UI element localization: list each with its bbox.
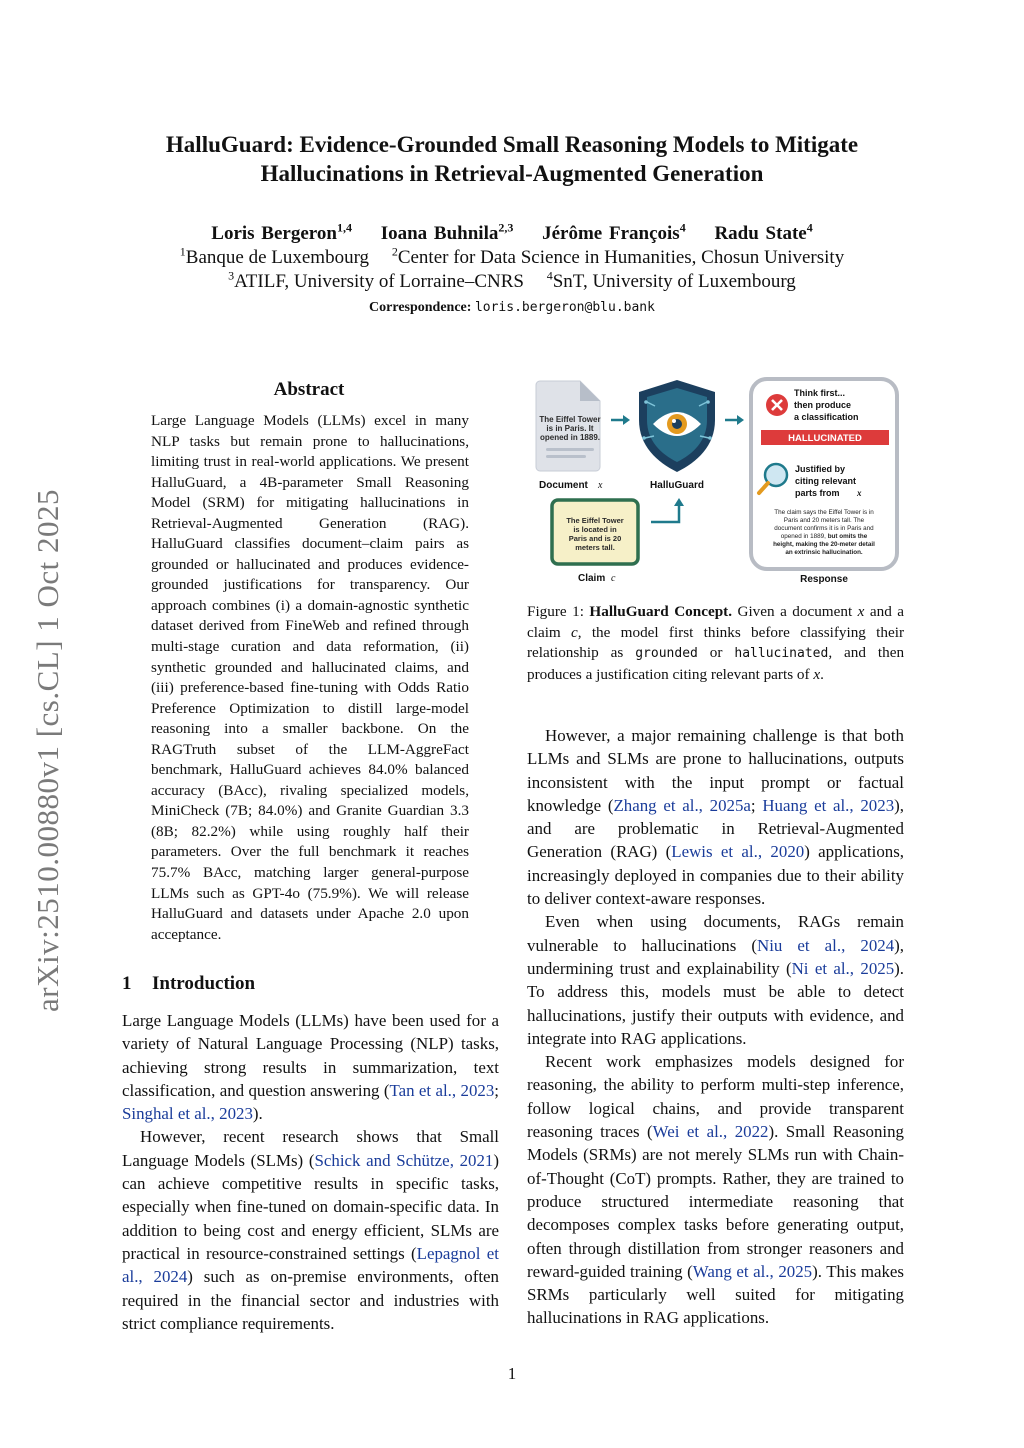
page-number: 1 [507, 1364, 517, 1383]
abstract-text: Large Language Models (LLMs) excel in many NLP tasks but remain prone to hallucinations, limiting trust in real-world applications. We present HalluGuard, a 4B-parameter Small Reasoning Model (SRM) for mitigating hallucinations in Retrieval-Augmented Generation (RAG). HalluGuard classifies document–claim pairs as grounded or hallucinated and produces evidence-grounded justifications for transparency. Our approach combines (i) a domain-agnostic synthetic dataset derived from FineWeb and refined through multi-stage curation and data reformation, (ii) synthetic grounded and hallucinated claims, and (iii) preference-based fine-tuning with Odds Ratio Preference Optimization to distill large-model reasoning into a smaller backbone. On the RAGTruth subset of the LLM-AggreFact benchmark, HalluGuard achieves 84.0% balanced accuracy (BAcc), rivaling specialized models, MiniCheck (7B; 84.0%) and Granite Guardian 3.3 (8B; 82.2%) while using roughly half their parameters. Over the full benchmark it reaches 75.7% BAcc, matching larger general-purpose LLMs such as GPT-4o (75.9%). We will release HalluGuard and datasets under Apache 2.0 upon acceptance. [151, 412, 469, 943]
arrowhead-icon [737, 415, 744, 425]
think-text-3: a classification [794, 412, 859, 422]
document-icon [536, 381, 601, 471]
citation-link[interactable]: Wei et al., 2022 [652, 1122, 769, 1142]
paragraph: However, recent research shows that Small Language Models (SLMs) (Schick and Schütze, 2021) can achieve competitive results in specific tasks, especially when fine-tuned on domain-specific data. In addition to being cost and energy efficient, SLMs are practical in resource-constrained settings (Lepagnol et al., 2024) such as on-premise environments, often required in the financial sector and industries with strict compliance requirements. [122, 1127, 500, 1333]
author: Jérôme François$^4$ [542, 220, 686, 244]
citation-link[interactable]: Lepagnol et al., 2024 [122, 1243, 499, 1287]
justify-text-2: citing relevant [795, 476, 857, 486]
claim-text-4: meters tall. [575, 543, 615, 552]
affiliations-line-1 [0, 246, 1024, 270]
affiliation: $^2$Center for Data Science in Humanities, Chosun University [391, 244, 845, 268]
response-line-2: Paris and 20 meters tall. The [783, 517, 865, 524]
right-column-text [527, 724, 904, 1330]
doc-text-3: opened in 1889. [539, 433, 601, 442]
claim-text-2: is located in [573, 525, 617, 534]
doc-text-2: is in Paris. It [546, 424, 594, 433]
claim-text-3: Paris and is 20 [568, 534, 622, 543]
figure-caption: Figure 1: HalluGuard Concept. Given a document x and a claim c, the model first thinks before classifying their relationship as grounded or hallucinated, and then produces a justification citing relevant parts of x. [527, 603, 905, 683]
think-text-2: then produce [794, 400, 852, 410]
correspondence-email[interactable]: loris.bergeron@blu.bank [474, 300, 655, 315]
citation-link[interactable]: Lewis et al., 2020 [671, 842, 805, 862]
claim-box [552, 500, 638, 564]
paragraph: However, a major remaining challenge is that both LLMs and SLMs are prone to hallucinations, outputs inconsistent with the input prompt or factual knowledge (Zhang et al., 2025a; Huang et al., 2023), and are problematic in Retrieval-Augmented Generation (RAG) (Lewis et al., 2020) applications, increasingly deployed in companies due to their ability to deliver context-aware responses. [527, 726, 905, 909]
justify-var: x [857, 488, 862, 498]
figure-1 [527, 372, 904, 592]
paragraph: Large Language Models (LLMs) have been used for a variety of Natural Language Processing (NLP) tasks, achieving strong results in summarization, text classification, and question answering (Tan et al., 2023; Singhal et al., 2023). [122, 1011, 499, 1124]
think-text-1: Think first... [794, 388, 846, 398]
citation-link[interactable]: Wang et al., 2025 [692, 1261, 813, 1281]
affiliations-line-2 [0, 270, 1024, 294]
verdict-label: HALLUCINATED [788, 433, 862, 444]
paragraph: Even when using documents, RAGs remain vulnerable to hallucinations (Niu et al., 2024), undermining trust and explainability (Ni et al., 2025). To address this, models must be able to detect hallucinations, justify their outputs with evidence, and integrate into RAG applications. [527, 912, 905, 1048]
arrowhead-icon [623, 415, 630, 425]
citation-link[interactable]: Tan et al., 2023 [389, 1080, 495, 1100]
claim-text-1: The Eiffel Tower [566, 516, 624, 525]
section-heading: 1 Introduction [122, 973, 256, 994]
response-line-1: The claim says the Eiffel Tower is in [774, 509, 874, 516]
left-column-text [122, 1009, 499, 1335]
author: Radu State$^4$ [714, 220, 813, 244]
response-label: Response [800, 574, 848, 585]
doc-label: Document [539, 480, 588, 491]
response-panel [751, 379, 897, 569]
author: Loris Bergeron$^{1,4}$ [211, 220, 352, 244]
claim-var: c [611, 573, 616, 584]
justify-text-1: Justified by [795, 464, 846, 474]
response-line-6: an extrinsic hallucination. [785, 549, 863, 556]
abstract-heading: Abstract [273, 379, 345, 400]
citation-link[interactable]: Ni et al., 2025 [791, 958, 895, 978]
citation-link[interactable]: Niu et al., 2024 [757, 935, 895, 955]
paper-title [0, 130, 1024, 188]
doc-text-1: The Eiffel Tower [539, 415, 601, 424]
citation-link[interactable]: Schick and Schütze, 2021 [314, 1150, 494, 1170]
claim-label: Claim [578, 573, 606, 584]
citation-link[interactable]: Singhal et al., 2023 [122, 1104, 253, 1124]
response-line-3: document confirms it is in Paris and [774, 525, 874, 532]
shield-eye-icon [639, 380, 715, 472]
author-list [0, 222, 1024, 246]
response-line-5: height, making the 20-meter detail [773, 541, 875, 548]
arrow-icon [651, 504, 679, 522]
affiliation: $^1$Banque de Luxembourg [179, 244, 370, 268]
arxiv-identifier: arXiv:2510.00880v1 [cs.CL] 1 Oct 2025 [30, 488, 65, 1012]
response-line-4: opened in 1889, but omits the [780, 533, 868, 540]
justify-text-3: parts from [795, 488, 840, 498]
author: Ioana Buhnila$^{2,3}$ [380, 220, 514, 244]
model-label: HalluGuard [650, 480, 704, 491]
doc-var: x [598, 480, 603, 491]
title-line-2: Hallucinations in Retrieval-Augmented Generation [260, 161, 764, 186]
affiliation: $^3$ATILF, University of Lorraine–CNRS [228, 268, 524, 292]
paragraph: Recent work emphasizes models designed for reasoning, the ability to perform multi-step inference, follow logical chains, and provide transparent reasoning traces (Wei et al., 2022). Small Reasoning Models (SRMs) are not merely SLMs run with Chain-of-Thought (CoT) prompts. Rather, they are trained to produce structured intermediate reasoning that decomposes complex tasks before generating output, often through distillation from stronger reasoners and reward-guided training (Wang et al., 2025). This makes SRMs particularly well suited for mitigating hallucinations in RAG applications. [527, 1052, 904, 1328]
title-line-1: HalluGuard: Evidence-Grounded Small Reasoning Models to Mitigate [165, 132, 859, 157]
correspondence: Correspondence: loris.bergeron@blu.bank [369, 300, 655, 315]
citation-link[interactable]: Zhang et al., 2025a [613, 795, 751, 815]
arrowhead-icon [674, 498, 684, 506]
affiliation: $^4$SnT, University of Luxembourg [546, 268, 796, 292]
citation-link[interactable]: Huang et al., 2023 [762, 795, 895, 815]
